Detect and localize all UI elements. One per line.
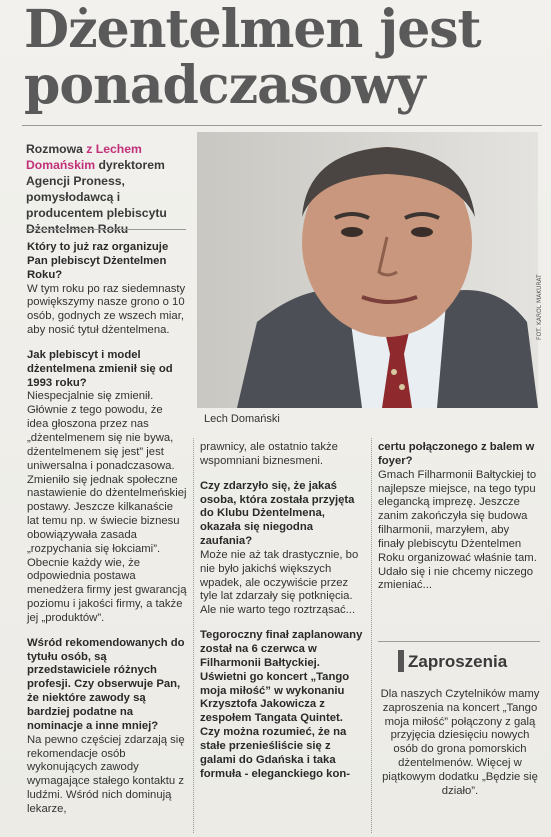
question-paragraph: Czy zdarzyło się, że jakaś osoba, która została przyjęta do Klubu Dżentelmena, okazała się niegodna zaufania? xyxy=(200,479,355,548)
lead-description: dyrektorem Agencji Proness, pomysłodawcą i producentem plebiscytu Dżentelmen Roku xyxy=(26,158,167,236)
portrait-photo xyxy=(197,132,538,408)
answer-paragraph: Może nie aż tak drastycznie, bo nie było jakichś większych wpadek, ale oczywiście przez tyle lat zdarzały się potknięcia. Ale nie warto tego roztrząsać... xyxy=(200,548,359,617)
photo-credit: FOT. KAROL MAKURAT xyxy=(536,274,543,340)
article-lead xyxy=(26,141,186,237)
answer-paragraph: Niespecjalnie się zmienił. Głównie z tego powodu, że idea głoszona przez nas „dżentelmenem się nie bywa, dżentelmenem się jest” jest uniwersalna i ponadczasowa. Zmieniło się jednak społeczne nastawienie do dżentelmeńskiej postawy. Jeszcze kilkanaście lat temu np. w świecie biznesu obowiązywała zasada „rozpychania się łokciami”. Obecnie każdy wie, że odpowiednia postawa menedżera firmy jest gwarancją poziomu i jakości firmy, a także jej „produktów”. xyxy=(27,390,187,624)
lead-rule xyxy=(26,229,186,230)
question-paragraph: Wśród rekomendowanych do tytułu osób, są przedstawiciele różnych profesji. Czy obserwuje Pan, że niektóre zawody są bardziej podatne na nominacje a inne mniej? xyxy=(27,636,185,732)
question-paragraph: Jak plebiscyt i model dżentelmena zmienił się od 1993 roku? xyxy=(27,348,173,389)
box-title-bar xyxy=(398,650,404,672)
headline-line-2: ponadczasowy xyxy=(24,55,425,116)
article-column-1 xyxy=(27,241,187,817)
headline-rule xyxy=(22,125,542,126)
lead-interviewee-name: z Lechem Domańskim xyxy=(26,142,142,172)
article-column-3 xyxy=(378,441,538,593)
article-headline xyxy=(24,2,544,114)
invitation-box-title: Zaproszenia xyxy=(408,652,508,671)
question-paragraph: Tegoroczny finał zaplanowany został na 6 czerwca w Filharmonii Bałtyckiej. Uświetni go koncert „Tango moja miłość” w wykonaniu Krzysztofa Jakowicza z zespołem Tangata Quintet. Czy można rozumieć, że na stałe przenieśliście się z galami do Gdańska i taka formuła - eleganckiego kon- xyxy=(200,629,363,780)
headline-line-1: Dżentelmen jest xyxy=(24,0,481,60)
column-divider-2 xyxy=(371,438,372,833)
box-top-rule xyxy=(378,641,540,642)
question-paragraph: Który to już raz organizuje Pan plebiscyt Dżentelmen Roku? xyxy=(27,241,169,281)
answer-paragraph: Na pewno częściej zdarzają się rekomendacje osób wykonujących zawody wymagające stałego kontaktu z ludźmi. Wśród nich dominują lekarze, xyxy=(27,733,185,815)
invitation-box-text: Dla naszych Czytelników mamy zaproszenia na koncert „Tango moja miłość” połączony z galą przyjęcia dziesięciu nowych osób do grona pomorskich dżentelmenów. Więcej w piątkowym dodatku „Będzie się działo”. xyxy=(380,688,540,797)
portrait-illustration xyxy=(197,132,538,408)
article-column-2 xyxy=(200,441,366,781)
answer-paragraph: W tym roku po raz siedemnasty powiększymy nasze grono o 10 osób, godnych ze wszech miar, aby nosić tytuł dżentelmena. xyxy=(27,282,186,337)
answer-paragraph: prawnicy, ale ostatnio także wspomniani biznesmeni. xyxy=(200,441,338,467)
question-paragraph: certu połączonego z balem w foyer? xyxy=(378,441,535,467)
lead-prefix: Rozmowa xyxy=(26,142,87,156)
column-divider-1 xyxy=(193,438,194,833)
photo-caption: Lech Domański xyxy=(204,413,280,425)
answer-paragraph: Gmach Filharmonii Bałtyckiej to najlepsze miejsce, na tego typu elegancką imprezę. Jeszcze zanim zakończyła się budowa filharmonii, marzyłem, aby finały plebiscytu Dżentelmen Roku organizować właśnie tam. Udało się i nie chcemy niczego zmieniać... xyxy=(378,468,537,592)
